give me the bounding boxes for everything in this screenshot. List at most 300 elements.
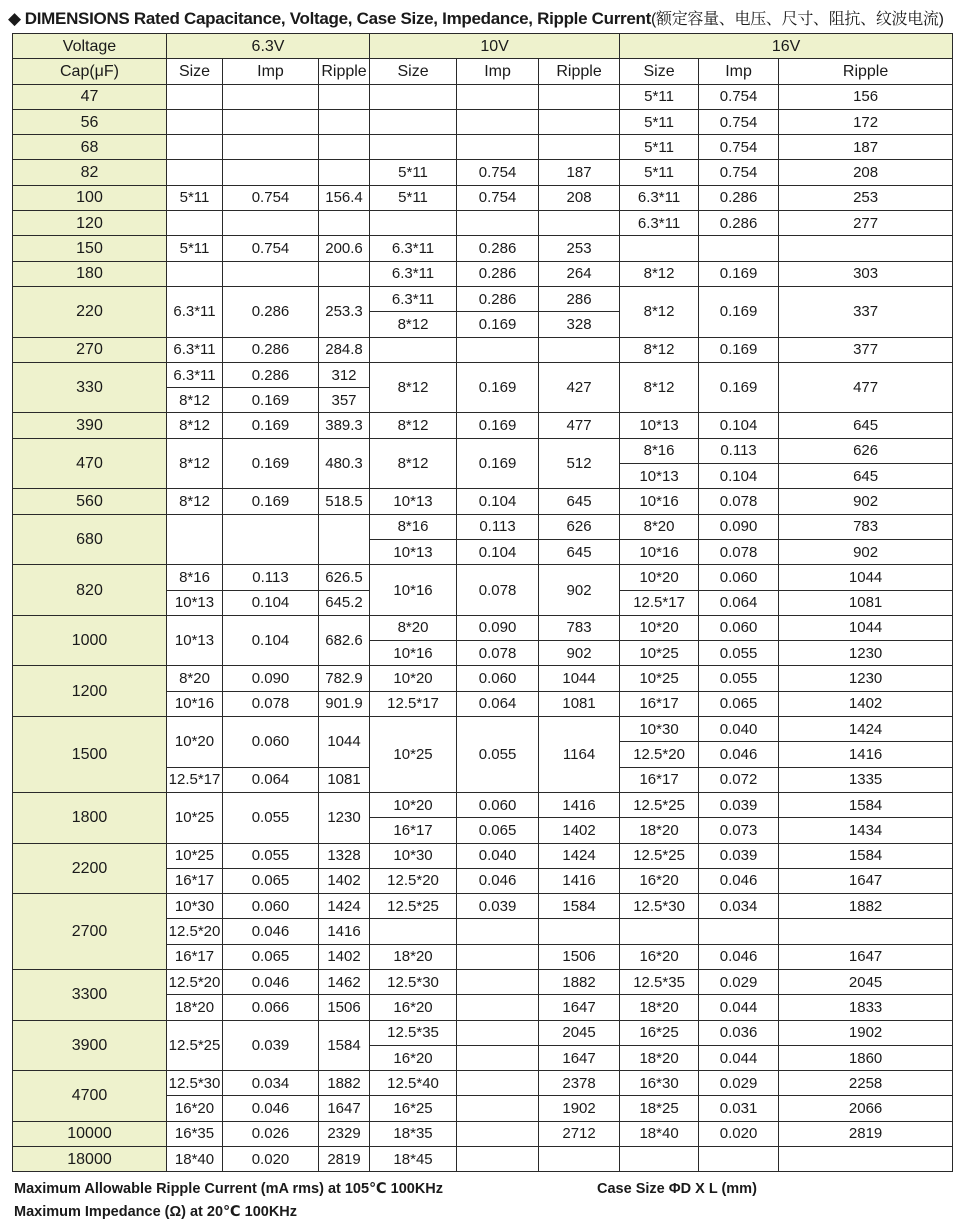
ripple-current: 1081 bbox=[319, 767, 370, 792]
empty-cell bbox=[223, 211, 319, 236]
empty-cell bbox=[370, 211, 457, 236]
impedance bbox=[457, 1045, 539, 1070]
impedance: 0.104 bbox=[457, 489, 539, 514]
case-size: 10*20 bbox=[370, 666, 457, 691]
impedance: 0.104 bbox=[699, 464, 779, 489]
case-size: 18*35 bbox=[370, 1121, 457, 1146]
ripple-current: 253 bbox=[779, 185, 953, 210]
case-size: 12.5*20 bbox=[620, 742, 699, 767]
impedance bbox=[457, 1147, 539, 1172]
table-row bbox=[13, 843, 953, 868]
ripple-current: 902 bbox=[779, 489, 953, 514]
ripple-current: 1584 bbox=[779, 792, 953, 817]
case-size: 16*17 bbox=[167, 868, 223, 893]
ripple-current: 783 bbox=[539, 615, 620, 640]
ripple-current: 480.3 bbox=[319, 438, 370, 489]
case-size: 10*25 bbox=[167, 792, 223, 843]
empty-cell bbox=[167, 261, 223, 286]
ripple-current: 187 bbox=[779, 135, 953, 160]
case-size: 5*11 bbox=[620, 160, 699, 185]
empty-cell bbox=[319, 84, 370, 109]
impedance: 0.064 bbox=[457, 691, 539, 716]
impedance: 0.169 bbox=[223, 413, 319, 438]
case-size: 10*16 bbox=[370, 565, 457, 616]
voltage-group-6-3v: 6.3V bbox=[167, 34, 370, 59]
ripple-current: 1044 bbox=[539, 666, 620, 691]
impedance: 0.065 bbox=[223, 944, 319, 969]
impedance: 0.046 bbox=[699, 868, 779, 893]
case-size: 18*25 bbox=[620, 1096, 699, 1121]
case-size bbox=[620, 919, 699, 944]
ripple-current: 645 bbox=[779, 464, 953, 489]
ripple-current: 518.5 bbox=[319, 489, 370, 514]
case-size: 5*11 bbox=[370, 185, 457, 210]
ripple-current: 1462 bbox=[319, 969, 370, 994]
ripple-current: 253 bbox=[539, 236, 620, 261]
impedance: 0.754 bbox=[699, 109, 779, 134]
case-size: 16*35 bbox=[167, 1121, 223, 1146]
impedance: 0.046 bbox=[223, 1096, 319, 1121]
impedance: 0.060 bbox=[457, 666, 539, 691]
empty-cell bbox=[457, 337, 539, 362]
impedance: 0.104 bbox=[699, 413, 779, 438]
table-row bbox=[13, 160, 953, 185]
impedance: 0.060 bbox=[223, 894, 319, 919]
ripple-current: 2712 bbox=[539, 1121, 620, 1146]
empty-cell bbox=[223, 160, 319, 185]
title-main: DIMENSIONS Rated Capacitance, Voltage, Case Size, Impedance, Ripple Current bbox=[24, 9, 651, 28]
case-size: 10*30 bbox=[370, 843, 457, 868]
impedance: 0.078 bbox=[699, 539, 779, 564]
ripple-current: 1402 bbox=[319, 944, 370, 969]
ripple-current: 1424 bbox=[779, 717, 953, 742]
cap-value: 470 bbox=[13, 438, 167, 489]
impedance: 0.040 bbox=[457, 843, 539, 868]
impedance: 0.754 bbox=[699, 135, 779, 160]
impedance: 0.072 bbox=[699, 767, 779, 792]
ripple-current: 1081 bbox=[539, 691, 620, 716]
ripple-current: 1044 bbox=[779, 615, 953, 640]
ripple-current: 187 bbox=[539, 160, 620, 185]
impedance bbox=[457, 1020, 539, 1045]
ripple-current: 1584 bbox=[319, 1020, 370, 1071]
cap-value: 3900 bbox=[13, 1020, 167, 1071]
case-size: 10*13 bbox=[167, 590, 223, 615]
ripple-current: 1424 bbox=[539, 843, 620, 868]
impedance: 0.104 bbox=[223, 615, 319, 666]
case-size: 12.5*30 bbox=[620, 894, 699, 919]
case-size: 8*12 bbox=[620, 261, 699, 286]
title-chinese: (额定容量、电压、尺寸、阻抗、纹波电流) bbox=[650, 11, 944, 28]
case-size: 8*12 bbox=[620, 362, 699, 413]
case-size: 18*20 bbox=[620, 995, 699, 1020]
cap-value: 56 bbox=[13, 109, 167, 134]
empty-cell bbox=[223, 261, 319, 286]
case-size: 8*12 bbox=[370, 413, 457, 438]
impedance: 0.754 bbox=[699, 84, 779, 109]
case-size: 8*12 bbox=[370, 362, 457, 413]
table-row bbox=[13, 666, 953, 691]
ripple-current: 682.6 bbox=[319, 615, 370, 666]
impedance: 0.078 bbox=[457, 565, 539, 616]
ripple-current: 1647 bbox=[539, 1045, 620, 1070]
empty-cell bbox=[370, 337, 457, 362]
ripple-current: 645 bbox=[539, 489, 620, 514]
empty-cell bbox=[457, 135, 539, 160]
case-size: 10*13 bbox=[370, 539, 457, 564]
impedance: 0.060 bbox=[699, 615, 779, 640]
case-size: 12.5*25 bbox=[620, 843, 699, 868]
case-size: 16*17 bbox=[620, 691, 699, 716]
ripple-current: 1416 bbox=[539, 792, 620, 817]
impedance: 0.065 bbox=[699, 691, 779, 716]
ripple-current: 1424 bbox=[319, 894, 370, 919]
empty-cell bbox=[370, 109, 457, 134]
impedance: 0.169 bbox=[699, 337, 779, 362]
impedance: 0.286 bbox=[699, 185, 779, 210]
ripple-current: 2258 bbox=[779, 1071, 953, 1096]
table-row bbox=[13, 1071, 953, 1096]
case-size: 10*25 bbox=[167, 843, 223, 868]
impedance bbox=[699, 919, 779, 944]
case-size: 12.5*25 bbox=[370, 894, 457, 919]
case-size: 10*25 bbox=[620, 641, 699, 666]
case-size: 6.3*11 bbox=[370, 261, 457, 286]
ripple-current bbox=[779, 1147, 953, 1172]
voltage-group-10v: 10V bbox=[370, 34, 620, 59]
impedance: 0.169 bbox=[457, 438, 539, 489]
col-size: Size bbox=[620, 59, 699, 84]
impedance: 0.169 bbox=[699, 362, 779, 413]
ripple-current: 1434 bbox=[779, 818, 953, 843]
impedance: 0.046 bbox=[699, 742, 779, 767]
ripple-current: 2045 bbox=[539, 1020, 620, 1045]
empty-cell bbox=[223, 514, 319, 565]
impedance-note: Maximum Impedance (Ω) at 20℃ 100KHz bbox=[14, 1204, 298, 1220]
table-row bbox=[13, 514, 953, 539]
impedance: 0.060 bbox=[457, 792, 539, 817]
impedance: 0.036 bbox=[699, 1020, 779, 1045]
impedance: 0.039 bbox=[699, 843, 779, 868]
impedance: 0.113 bbox=[699, 438, 779, 463]
impedance: 0.754 bbox=[223, 185, 319, 210]
ripple-current: 902 bbox=[779, 539, 953, 564]
impedance: 0.034 bbox=[699, 894, 779, 919]
impedance: 0.046 bbox=[223, 919, 319, 944]
ripple-current: 645 bbox=[539, 539, 620, 564]
cap-value: 2700 bbox=[13, 894, 167, 970]
impedance: 0.286 bbox=[699, 211, 779, 236]
ripple-current: 2045 bbox=[779, 969, 953, 994]
impedance: 0.060 bbox=[223, 717, 319, 768]
table-row bbox=[13, 1121, 953, 1146]
empty-cell bbox=[167, 135, 223, 160]
case-size bbox=[620, 1147, 699, 1172]
empty-cell bbox=[223, 84, 319, 109]
cap-value: 1500 bbox=[13, 717, 167, 793]
case-size: 8*16 bbox=[370, 514, 457, 539]
ripple-current: 312 bbox=[319, 362, 370, 387]
ripple-current: 1335 bbox=[779, 767, 953, 792]
case-size: 16*25 bbox=[370, 1096, 457, 1121]
case-size: 8*20 bbox=[620, 514, 699, 539]
case-size: 18*40 bbox=[620, 1121, 699, 1146]
ripple-current: 1882 bbox=[319, 1071, 370, 1096]
impedance: 0.034 bbox=[223, 1071, 319, 1096]
col-size: Size bbox=[370, 59, 457, 84]
case-size: 10*20 bbox=[167, 717, 223, 768]
col-imp: Imp bbox=[457, 59, 539, 84]
impedance bbox=[457, 944, 539, 969]
case-size: 18*45 bbox=[370, 1147, 457, 1172]
table-row bbox=[13, 211, 953, 236]
impedance: 0.286 bbox=[223, 362, 319, 387]
ripple-current: 200.6 bbox=[319, 236, 370, 261]
case-size: 12.5*35 bbox=[370, 1020, 457, 1045]
cap-value: 1000 bbox=[13, 615, 167, 666]
table-row bbox=[13, 969, 953, 994]
impedance bbox=[457, 969, 539, 994]
table-row bbox=[13, 362, 953, 387]
empty-cell bbox=[319, 135, 370, 160]
impedance: 0.065 bbox=[223, 868, 319, 893]
case-size: 18*20 bbox=[370, 944, 457, 969]
ripple-current bbox=[539, 1147, 620, 1172]
impedance: 0.065 bbox=[457, 818, 539, 843]
ripple-current: 1402 bbox=[319, 868, 370, 893]
cap-value: 180 bbox=[13, 261, 167, 286]
ripple-current: 1882 bbox=[779, 894, 953, 919]
empty-cell bbox=[620, 236, 699, 261]
cap-value: 560 bbox=[13, 489, 167, 514]
ripple-current: 1416 bbox=[539, 868, 620, 893]
empty-cell bbox=[167, 84, 223, 109]
case-size: 8*12 bbox=[370, 312, 457, 337]
case-size: 10*16 bbox=[370, 641, 457, 666]
ripple-current: 626 bbox=[539, 514, 620, 539]
ripple-current: 1044 bbox=[779, 565, 953, 590]
ripple-current: 1506 bbox=[319, 995, 370, 1020]
cap-value: 330 bbox=[13, 362, 167, 413]
impedance: 0.169 bbox=[699, 286, 779, 337]
case-size: 6.3*11 bbox=[167, 362, 223, 387]
ripple-current: 1882 bbox=[539, 969, 620, 994]
ripple-current: 1647 bbox=[539, 995, 620, 1020]
case-size: 8*12 bbox=[620, 337, 699, 362]
table-row bbox=[13, 337, 953, 362]
impedance: 0.055 bbox=[223, 792, 319, 843]
case-size: 16*17 bbox=[167, 944, 223, 969]
diamond-bullet-icon: ◆ bbox=[8, 9, 21, 28]
case-size: 12.5*30 bbox=[167, 1071, 223, 1096]
ripple-current: 253.3 bbox=[319, 286, 370, 337]
case-size: 5*11 bbox=[620, 135, 699, 160]
impedance: 0.066 bbox=[223, 995, 319, 1020]
case-size: 6.3*11 bbox=[167, 286, 223, 337]
case-size: 12.5*20 bbox=[167, 919, 223, 944]
ripple-current: 1402 bbox=[539, 818, 620, 843]
ripple-current: 477 bbox=[539, 413, 620, 438]
impedance: 0.040 bbox=[699, 717, 779, 742]
impedance: 0.078 bbox=[699, 489, 779, 514]
empty-cell bbox=[539, 84, 620, 109]
case-size: 8*12 bbox=[167, 413, 223, 438]
table-row bbox=[13, 185, 953, 210]
case-size: 16*20 bbox=[370, 995, 457, 1020]
ripple-current: 1833 bbox=[779, 995, 953, 1020]
ripple-current: 1647 bbox=[319, 1096, 370, 1121]
empty-cell bbox=[319, 261, 370, 286]
col-size: Size bbox=[167, 59, 223, 84]
cap-value: 82 bbox=[13, 160, 167, 185]
ripple-current: 328 bbox=[539, 312, 620, 337]
table-row bbox=[13, 717, 953, 742]
empty-cell bbox=[167, 160, 223, 185]
col-ripple: Ripple bbox=[319, 59, 370, 84]
impedance: 0.046 bbox=[699, 944, 779, 969]
empty-cell bbox=[319, 160, 370, 185]
cap-value: 390 bbox=[13, 413, 167, 438]
table-row bbox=[13, 109, 953, 134]
impedance: 0.169 bbox=[223, 388, 319, 413]
case-size: 8*16 bbox=[620, 438, 699, 463]
cap-value: 1200 bbox=[13, 666, 167, 717]
empty-cell bbox=[370, 84, 457, 109]
empty-cell bbox=[539, 109, 620, 134]
cap-value: 220 bbox=[13, 286, 167, 337]
ripple-current: 1164 bbox=[539, 717, 620, 793]
impedance: 0.039 bbox=[223, 1020, 319, 1071]
ripple-current: 286 bbox=[539, 286, 620, 311]
ripple-current: 1328 bbox=[319, 843, 370, 868]
table-row bbox=[13, 894, 953, 919]
impedance: 0.286 bbox=[457, 286, 539, 311]
impedance: 0.286 bbox=[223, 286, 319, 337]
ripple-current: 303 bbox=[779, 261, 953, 286]
impedance: 0.073 bbox=[699, 818, 779, 843]
case-size: 8*12 bbox=[370, 438, 457, 489]
case-size: 12.5*40 bbox=[370, 1071, 457, 1096]
case-size: 10*13 bbox=[620, 413, 699, 438]
ripple-current: 626 bbox=[779, 438, 953, 463]
voltage-group-16v: 16V bbox=[620, 34, 953, 59]
case-size: 8*20 bbox=[370, 615, 457, 640]
table-row bbox=[13, 261, 953, 286]
ripple-current: 645.2 bbox=[319, 590, 370, 615]
ripple-current: 389.3 bbox=[319, 413, 370, 438]
case-size-note: Case Size ΦD X L (mm) bbox=[597, 1181, 757, 1197]
case-size: 10*20 bbox=[370, 792, 457, 817]
case-size: 12.5*17 bbox=[167, 767, 223, 792]
empty-cell bbox=[539, 337, 620, 362]
impedance: 0.104 bbox=[457, 539, 539, 564]
impedance: 0.113 bbox=[223, 565, 319, 590]
impedance: 0.104 bbox=[223, 590, 319, 615]
case-size: 5*11 bbox=[167, 236, 223, 261]
impedance: 0.064 bbox=[223, 767, 319, 792]
case-size: 12.5*17 bbox=[620, 590, 699, 615]
case-size: 5*11 bbox=[167, 185, 223, 210]
impedance: 0.020 bbox=[699, 1121, 779, 1146]
cap-value: 2200 bbox=[13, 843, 167, 894]
ripple-current: 902 bbox=[539, 641, 620, 666]
case-size: 10*25 bbox=[620, 666, 699, 691]
col-imp: Imp bbox=[699, 59, 779, 84]
impedance: 0.078 bbox=[457, 641, 539, 666]
cap-value: 820 bbox=[13, 565, 167, 616]
impedance: 0.169 bbox=[699, 261, 779, 286]
ripple-current: 1416 bbox=[779, 742, 953, 767]
case-size: 5*11 bbox=[620, 109, 699, 134]
impedance bbox=[457, 1121, 539, 1146]
case-size: 6.3*11 bbox=[620, 185, 699, 210]
ripple-current: 2819 bbox=[779, 1121, 953, 1146]
table-row bbox=[13, 615, 953, 640]
ripple-current: 1230 bbox=[779, 666, 953, 691]
empty-cell bbox=[167, 109, 223, 134]
ripple-current: 2329 bbox=[319, 1121, 370, 1146]
impedance: 0.078 bbox=[223, 691, 319, 716]
case-size: 16*30 bbox=[620, 1071, 699, 1096]
case-size: 10*30 bbox=[620, 717, 699, 742]
impedance bbox=[457, 919, 539, 944]
ripple-current: 1902 bbox=[539, 1096, 620, 1121]
impedance bbox=[457, 995, 539, 1020]
case-size: 16*17 bbox=[620, 767, 699, 792]
col-imp: Imp bbox=[223, 59, 319, 84]
ripple-current: 1647 bbox=[779, 868, 953, 893]
case-size: 12.5*17 bbox=[370, 691, 457, 716]
ripple-current: 1081 bbox=[779, 590, 953, 615]
cap-value: 18000 bbox=[13, 1147, 167, 1172]
case-size: 10*13 bbox=[167, 615, 223, 666]
empty-cell bbox=[539, 135, 620, 160]
cap-value: 47 bbox=[13, 84, 167, 109]
impedance: 0.055 bbox=[699, 666, 779, 691]
cap-header: Cap(μF) bbox=[13, 59, 167, 84]
impedance: 0.286 bbox=[457, 261, 539, 286]
case-size: 10*20 bbox=[620, 565, 699, 590]
ripple-current: 172 bbox=[779, 109, 953, 134]
table-row bbox=[13, 565, 953, 590]
impedance: 0.039 bbox=[699, 792, 779, 817]
case-size: 12.5*25 bbox=[620, 792, 699, 817]
table-row bbox=[13, 1147, 953, 1172]
table-row bbox=[13, 135, 953, 160]
case-size: 6.3*11 bbox=[620, 211, 699, 236]
impedance: 0.031 bbox=[699, 1096, 779, 1121]
case-size: 18*20 bbox=[620, 818, 699, 843]
ripple-current: 377 bbox=[779, 337, 953, 362]
case-size: 16*20 bbox=[620, 868, 699, 893]
case-size: 16*17 bbox=[370, 818, 457, 843]
impedance: 0.286 bbox=[457, 236, 539, 261]
empty-cell bbox=[319, 514, 370, 565]
table-row bbox=[13, 84, 953, 109]
case-size bbox=[370, 919, 457, 944]
ripple-current: 1044 bbox=[319, 717, 370, 768]
case-size: 8*20 bbox=[167, 666, 223, 691]
impedance: 0.026 bbox=[223, 1121, 319, 1146]
table-row bbox=[13, 438, 953, 463]
case-size: 6.3*11 bbox=[167, 337, 223, 362]
ripple-current: 2378 bbox=[539, 1071, 620, 1096]
impedance: 0.113 bbox=[457, 514, 539, 539]
empty-cell bbox=[370, 135, 457, 160]
impedance: 0.169 bbox=[223, 489, 319, 514]
col-ripple: Ripple bbox=[539, 59, 620, 84]
impedance: 0.169 bbox=[457, 362, 539, 413]
